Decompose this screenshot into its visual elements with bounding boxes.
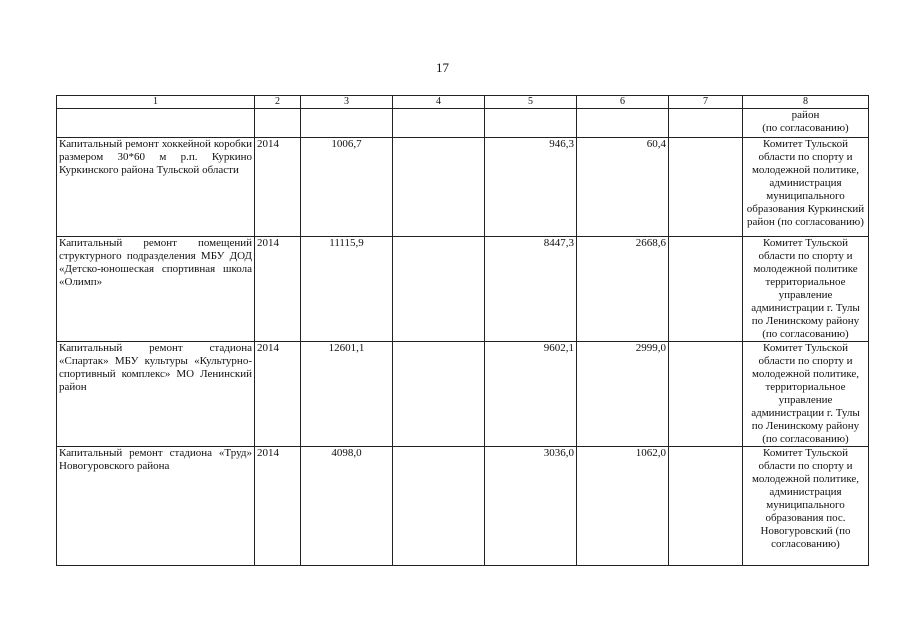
work-name-cell: Капитальный ремонт стадиона «Труд» Новогуровского района bbox=[57, 447, 255, 566]
col6-cell: 60,4 bbox=[577, 138, 669, 237]
responsible-cell: Комитет Тульской области по спорту и молодежной политике, территориальное управление администрации г. Тулы по Ленинскому району (по согласованию) bbox=[743, 342, 869, 447]
responsible-cell: Комитет Тульской области по спорту и молодежной политике территориальное управление администрации г. Тулы по Ленинскому району (по согласованию) bbox=[743, 237, 869, 342]
header-row bbox=[57, 96, 869, 109]
col5-cell: 9602,1 bbox=[485, 342, 577, 447]
col4-cell bbox=[393, 138, 485, 237]
responsible-cell: район (по согласованию) bbox=[743, 109, 869, 138]
col4-cell bbox=[393, 342, 485, 447]
column-header: 2 bbox=[255, 96, 301, 109]
col7-cell bbox=[669, 138, 743, 237]
work-name-cell: Капитальный ремонт помещений структурного подразделения МБУ ДОД «Детско-юношеская спортивная школа «Олимп» bbox=[57, 237, 255, 342]
total-cell: 1006,7 bbox=[301, 138, 393, 237]
table-row bbox=[57, 138, 869, 237]
col5-cell: 3036,0 bbox=[485, 447, 577, 566]
column-header: 4 bbox=[393, 96, 485, 109]
page-number: 17 bbox=[436, 60, 449, 75]
year-cell: 2014 bbox=[255, 342, 301, 447]
works-table bbox=[56, 95, 869, 566]
column-header: 5 bbox=[485, 96, 577, 109]
table-row bbox=[57, 342, 869, 447]
column-header: 8 bbox=[743, 96, 869, 109]
column-header: 1 bbox=[57, 96, 255, 109]
responsible-cell: Комитет Тульской области по спорту и молодежной политике, администрация муниципального образования Куркинский район (по согласованию) bbox=[743, 138, 869, 237]
col4-cell bbox=[393, 237, 485, 342]
column-header: 3 bbox=[301, 96, 393, 109]
continuation-row bbox=[57, 109, 869, 138]
total-cell: 12601,1 bbox=[301, 342, 393, 447]
col6-cell: 2999,0 bbox=[577, 342, 669, 447]
col7-cell bbox=[669, 447, 743, 566]
col7-cell bbox=[669, 237, 743, 342]
year-cell: 2014 bbox=[255, 447, 301, 566]
table-row bbox=[57, 447, 869, 566]
column-header: 6 bbox=[577, 96, 669, 109]
year-cell: 2014 bbox=[255, 237, 301, 342]
column-header: 7 bbox=[669, 96, 743, 109]
responsible-cell: Комитет Тульской области по спорту и молодежной политике, администрация муниципального образования пос. Новогуровский (по согласованию) bbox=[743, 447, 869, 566]
col6-cell: 1062,0 bbox=[577, 447, 669, 566]
total-cell: 4098,0 bbox=[301, 447, 393, 566]
col7-cell bbox=[669, 342, 743, 447]
work-name-cell: Капитальный ремонт стадиона «Спартак» МБУ культуры «Культурно-спортивный комплекс» МО Ленинский район bbox=[57, 342, 255, 447]
total-cell: 11115,9 bbox=[301, 237, 393, 342]
col5-cell: 946,3 bbox=[485, 138, 577, 237]
col4-cell bbox=[393, 447, 485, 566]
work-name-cell: Капитальный ремонт хоккейной коробки размером 30*60 м р.п. Куркино Куркинского района Тульской области bbox=[57, 138, 255, 237]
col6-cell: 2668,6 bbox=[577, 237, 669, 342]
year-cell: 2014 bbox=[255, 138, 301, 237]
col5-cell: 8447,3 bbox=[485, 237, 577, 342]
table-row bbox=[57, 237, 869, 342]
